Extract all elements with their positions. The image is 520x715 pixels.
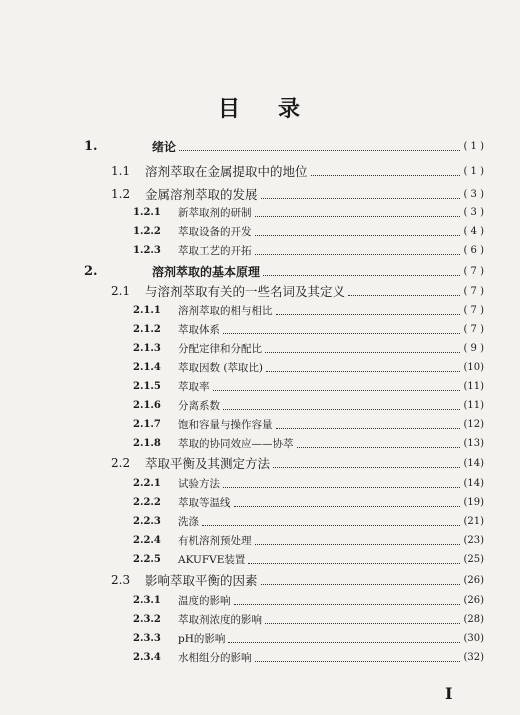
toc-entry-page: (32): [463, 651, 484, 663]
dot-leader: [255, 216, 461, 217]
dot-leader: [202, 525, 460, 526]
toc-entry-title: 分配定律和分配比: [178, 342, 262, 355]
toc-entry-title: 萃取体系: [178, 323, 220, 336]
dot-leader: [255, 235, 461, 236]
toc-entry[interactable]: [0, 647, 520, 667]
toc-entry[interactable]: [0, 240, 520, 260]
dot-leader: [261, 198, 461, 199]
toc-entry-title: 温度的影响: [178, 594, 231, 607]
toc-entry-page: ( 7 ): [463, 304, 484, 316]
toc-entry-content: [178, 609, 484, 629]
toc-entry-page: (11): [463, 399, 484, 411]
toc-entry-number: 1.2.3: [133, 244, 161, 256]
toc-entry-number: 1.1: [111, 164, 131, 178]
toc-entry[interactable]: [0, 319, 520, 339]
toc-entry-title: 试验方法: [178, 477, 220, 490]
toc-entry-content: [178, 240, 484, 260]
toc-entry-page: (12): [463, 418, 484, 430]
dot-leader: [255, 661, 461, 662]
toc-entry[interactable]: [0, 492, 520, 512]
toc-entry[interactable]: [0, 136, 520, 156]
toc-entry-title: 萃取率: [178, 380, 210, 393]
dot-leader: [223, 409, 460, 410]
toc-entry-page: (10): [463, 361, 484, 373]
dot-leader: [234, 604, 461, 605]
toc-entry-page: (14): [463, 457, 484, 469]
toc-entry-content: [178, 414, 484, 434]
toc-entry-title: 萃取因数 (萃取比): [178, 361, 264, 374]
toc-entry-content: [145, 184, 484, 204]
toc-entry-page: ( 3 ): [463, 206, 484, 218]
toc-entry-number: 2.3.1: [133, 594, 161, 606]
dot-leader: [234, 506, 461, 507]
toc-entry[interactable]: [0, 609, 520, 629]
toc-entry-number: 2.2.1: [133, 477, 161, 489]
toc-entry-number: 2.3: [111, 573, 131, 587]
toc-entry[interactable]: [0, 530, 520, 550]
toc-entry-content: [178, 549, 484, 569]
toc-entry-content: [178, 530, 484, 550]
toc-entry-title: 萃取等温线: [178, 496, 231, 509]
toc-entry-number: 1.2: [111, 187, 131, 201]
toc-entry-page: ( 7 ): [463, 285, 484, 297]
toc-entry[interactable]: [0, 300, 520, 320]
toc-entry-page: (13): [463, 437, 484, 449]
toc-entry-title: 分离系数: [178, 399, 220, 412]
toc-entry[interactable]: [0, 570, 520, 590]
dot-leader: [263, 275, 460, 276]
dot-leader: [265, 352, 460, 353]
toc-entry-number: 2.1.7: [133, 418, 161, 430]
toc-entry-title: 溶剂萃取的基本原理: [152, 264, 261, 279]
toc-entry[interactable]: [0, 414, 520, 434]
dot-leader: [311, 175, 461, 176]
toc-entry-content: [152, 261, 484, 281]
toc-entry-number: 2.1.6: [133, 399, 161, 411]
dot-leader: [273, 467, 460, 468]
toc-entry[interactable]: [0, 202, 520, 222]
toc-entry[interactable]: [0, 161, 520, 181]
toc-entry-page: (11): [463, 380, 484, 392]
dot-leader: [255, 254, 461, 255]
toc-entry-content: [178, 433, 484, 453]
toc-entry[interactable]: [0, 590, 520, 610]
dot-leader: [265, 623, 460, 624]
toc-entry-title: pH的影响: [178, 632, 226, 645]
toc-entry-page: ( 9 ): [463, 342, 484, 354]
toc-entry-page: ( 1 ): [463, 165, 484, 177]
toc-entry-number: 2.3.2: [133, 613, 161, 625]
toc-entry[interactable]: [0, 281, 520, 301]
toc-entry-number: 2.2.5: [133, 553, 161, 565]
dot-leader: [223, 487, 460, 488]
toc-entry-content: [178, 319, 484, 339]
toc-entry-number: 1.2.1: [133, 206, 161, 218]
dot-leader: [228, 642, 460, 643]
toc-entry-title: 萃取剂浓度的影响: [178, 613, 262, 626]
toc-entry[interactable]: [0, 549, 520, 569]
toc-entry-title: 水相组分的影响: [178, 651, 252, 664]
toc-entry-page: (14): [463, 477, 484, 489]
toc-entry-title: 萃取平衡及其测定方法: [145, 456, 271, 471]
toc-entry-page: ( 7 ): [463, 265, 484, 277]
dot-leader: [261, 584, 461, 585]
dot-leader: [248, 563, 460, 564]
toc-entry-page: (19): [463, 496, 484, 508]
dot-leader: [255, 544, 461, 545]
toc-entry-number: 2.1.8: [133, 437, 161, 449]
page-number-mark: I: [445, 684, 453, 703]
toc-entry-number: 2.: [84, 263, 98, 279]
toc-entry-title: 有机溶剂预处理: [178, 534, 252, 547]
toc-entry-title: 萃取工艺的开拓: [178, 244, 252, 257]
dot-leader: [297, 447, 461, 448]
toc-entry-number: 2.1.5: [133, 380, 161, 392]
toc-entry-number: 1.2.2: [133, 225, 161, 237]
toc-entry-title: 金属溶剂萃取的发展: [145, 187, 258, 202]
toc-entry-title: 绪论: [152, 139, 177, 154]
toc-entry-page: ( 1 ): [463, 140, 484, 152]
toc-entry-content: [178, 376, 484, 396]
toc-entry-page: (28): [463, 613, 484, 625]
toc-entry-content: [145, 570, 484, 590]
toc-entry-title: 萃取的协同效应——协萃: [178, 437, 294, 450]
toc-entry-page: (26): [463, 574, 484, 586]
toc-entry-page: (21): [463, 515, 484, 527]
toc-entry-title: 新萃取剂的研制: [178, 206, 252, 219]
toc-entry-page: ( 7 ): [463, 323, 484, 335]
toc-entry-content: [178, 628, 484, 648]
toc-entry-number: 2.2.4: [133, 534, 161, 546]
toc-entry-page: ( 6 ): [463, 244, 484, 256]
toc-entry-title: 溶剂萃取在金属提取中的地位: [145, 164, 308, 179]
toc-entry-content: [178, 590, 484, 610]
toc-entry[interactable]: [0, 433, 520, 453]
toc-entry[interactable]: [0, 628, 520, 648]
dot-leader: [223, 333, 460, 334]
toc-entry-content: [178, 511, 484, 531]
dot-leader: [266, 371, 460, 372]
toc-entry-content: [178, 647, 484, 667]
toc-entry-number: 2.1.2: [133, 323, 161, 335]
toc-entry-title: 与溶剂萃取有关的一些名词及其定义: [145, 284, 346, 299]
toc-entry-title: 萃取设备的开发: [178, 225, 252, 238]
toc-entry-content: [178, 395, 484, 415]
toc-entry-content: [178, 221, 484, 241]
toc-entry-number: 2.1: [111, 284, 131, 298]
toc-entry-page: ( 4 ): [463, 225, 484, 237]
toc-entry[interactable]: [0, 473, 520, 493]
toc-entry[interactable]: [0, 221, 520, 241]
toc-entry-number: 2.1.3: [133, 342, 161, 354]
toc-entry[interactable]: [0, 357, 520, 377]
dot-leader: [213, 390, 461, 391]
toc-entry[interactable]: [0, 453, 520, 473]
toc-entry-title: 饱和容量与操作容量: [178, 418, 273, 431]
toc-entry-content: [145, 161, 484, 181]
toc-entry[interactable]: [0, 511, 520, 531]
toc-entry-page: (26): [463, 594, 484, 606]
toc-entry-content: [178, 473, 484, 493]
toc-entry-content: [178, 357, 484, 377]
dot-leader: [348, 295, 460, 296]
toc-entry-number: 1.: [84, 138, 98, 154]
dot-leader: [276, 314, 461, 315]
toc-entry[interactable]: [0, 261, 520, 281]
toc-entry-content: [178, 338, 484, 358]
toc-entry-number: 2.2: [111, 456, 131, 470]
toc-entry-number: 2.3.3: [133, 632, 161, 644]
toc-entry-number: 2.3.4: [133, 651, 161, 663]
toc-entry-number: 2.2.2: [133, 496, 161, 508]
toc-entry[interactable]: [0, 184, 520, 204]
title-char-1: 目: [217, 96, 242, 122]
toc-entry-title: AKUFVE装置: [178, 553, 246, 566]
toc-entry-content: [145, 281, 484, 301]
dot-leader: [179, 150, 460, 151]
toc-entry-content: [178, 492, 484, 512]
toc-entry-number: 2.2.3: [133, 515, 161, 527]
dot-leader: [276, 428, 461, 429]
toc-entry-title: 影响萃取平衡的因素: [145, 573, 258, 588]
toc-entry[interactable]: [0, 395, 520, 415]
toc-entry-content: [152, 136, 484, 156]
toc-entry[interactable]: [0, 338, 520, 358]
toc-entry-page: (30): [463, 632, 484, 644]
page-title: [0, 92, 520, 123]
toc-entry-number: 2.1.4: [133, 361, 161, 373]
toc-entry-title: 溶剂萃取的相与相比: [178, 304, 273, 317]
toc-entry[interactable]: [0, 376, 520, 396]
toc-entry-content: [178, 300, 484, 320]
toc-entry-number: 2.1.1: [133, 304, 161, 316]
toc-entry-content: [178, 202, 484, 222]
title-char-2: 录: [278, 96, 303, 122]
toc-entry-page: (23): [463, 534, 484, 546]
toc-entry-content: [145, 453, 484, 473]
toc-entry-title: 洗涤: [178, 515, 199, 528]
toc-entry-page: (25): [463, 553, 484, 565]
toc-entry-page: ( 3 ): [463, 188, 484, 200]
